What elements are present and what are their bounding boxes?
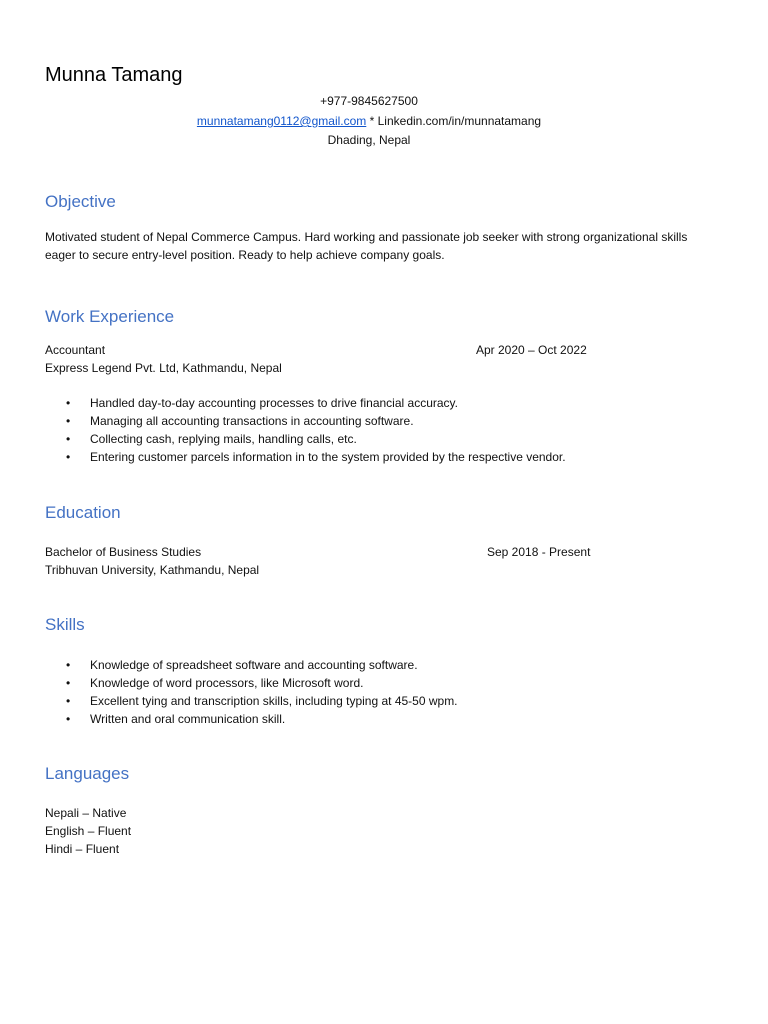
list-item: • Knowledge of spreadsheet software and accounting software. (45, 656, 458, 674)
phone-line (0, 94, 738, 108)
list-item: • Knowledge of word processors, like Microsoft word. (45, 674, 458, 692)
list-item: • Excellent tying and transcription skills, including typing at 45-50 wpm. (45, 692, 458, 710)
email-link[interactable]: munnatamang0112@gmail.com (196, 114, 367, 128)
list-item: • Managing all accounting transactions in accounting software. (45, 412, 566, 430)
email-linkedin-line (0, 114, 738, 128)
location-line (0, 133, 738, 147)
list-item: Nepali – Native (45, 806, 127, 820)
work-company: Express Legend Pvt. Ltd, Kathmandu, Nepal (45, 361, 282, 375)
work-experience-heading: Work Experience (45, 307, 175, 326)
list-item: • Collecting cash, replying mails, handling calls, etc. (45, 430, 566, 448)
objective-heading: Objective (45, 192, 116, 211)
objective-text: Motivated student of Nepal Commerce Campus. Hard working and passionate job seeker with strong organizational skills eager to secure entry-level position. Ready to help achieve company goals. (45, 230, 688, 262)
education-degree-row (45, 543, 605, 561)
work-dates: Apr 2020 – Oct 2022 (476, 343, 587, 357)
linkedin-text: * Linkedin.com/in/munnatamang (366, 114, 542, 128)
work-bullet-list (45, 394, 566, 466)
skills-bullet-list (45, 656, 458, 728)
languages-list (45, 804, 131, 858)
list-item: Hindi – Fluent (45, 842, 120, 856)
skills-heading: Skills (45, 615, 85, 634)
list-item: • Entering customer parcels information in to the system provided by the respective vendor. (45, 448, 566, 466)
education-degree: Bachelor of Business Studies (45, 545, 202, 559)
list-item: • Written and oral communication skill. (45, 710, 458, 728)
languages-heading: Languages (45, 764, 130, 783)
list-item: • Handled day-to-day accounting processes to drive financial accuracy. (45, 394, 566, 412)
list-item: English – Fluent (45, 824, 132, 838)
location-text: Dhading, Nepal (327, 133, 411, 147)
work-role-row (45, 341, 605, 359)
candidate-name: Munna Tamang (45, 64, 183, 86)
education-school: Tribhuvan University, Kathmandu, Nepal (45, 563, 260, 577)
work-role: Accountant (45, 343, 106, 357)
phone-number: +977-9845627500 (320, 94, 418, 108)
education-dates: Sep 2018 - Present (487, 545, 591, 559)
education-heading: Education (45, 503, 121, 522)
